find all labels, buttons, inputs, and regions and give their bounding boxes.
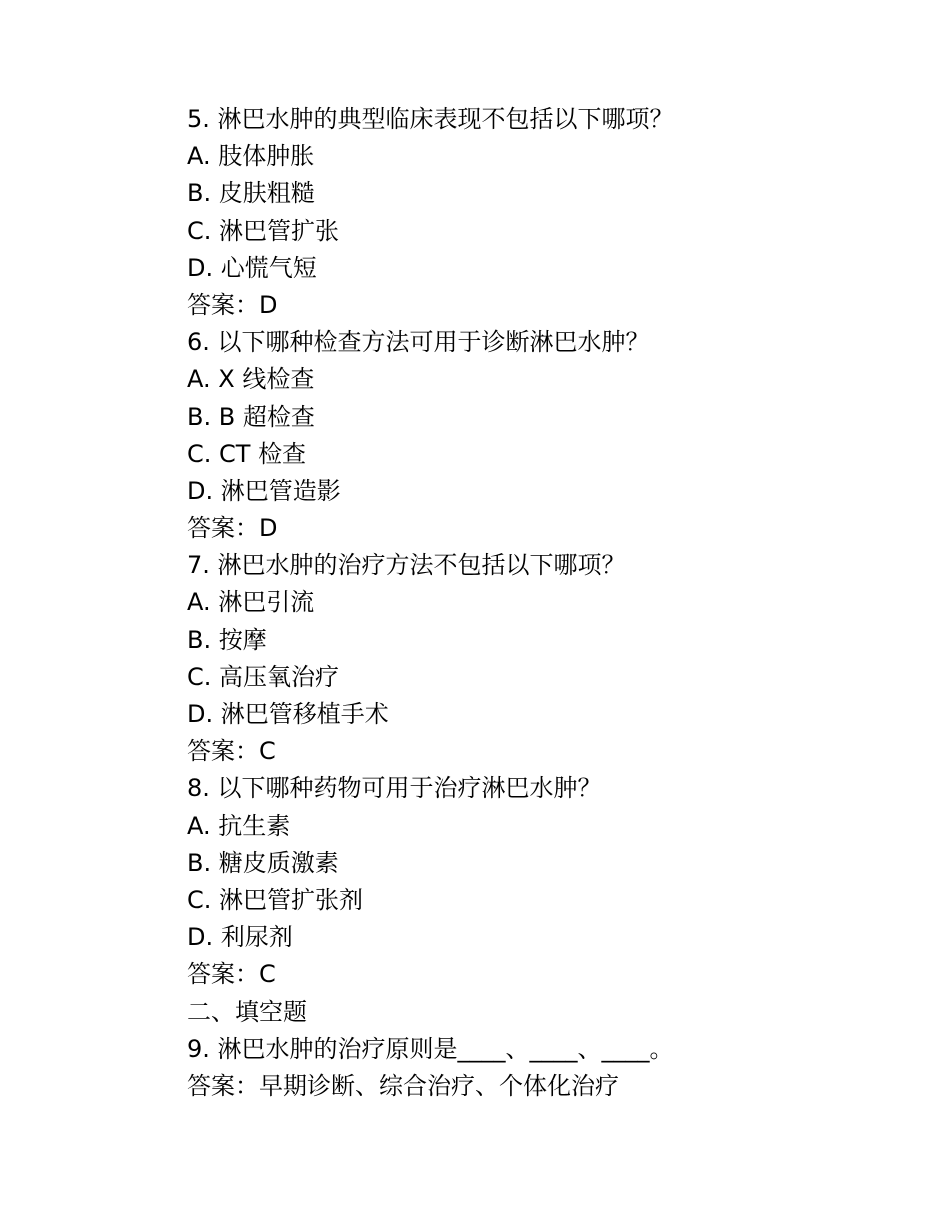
question-8-option-a: A. 抗生素 <box>187 811 291 840</box>
question-8-option-b: B. 糖皮质激素 <box>187 848 339 877</box>
question-5-answer: 答案：D <box>187 290 278 319</box>
question-6: 6. 以下哪种检查方法可用于诊断淋巴水肿？ <box>187 328 650 357</box>
question-6-option-a: A. X 线检查 <box>187 365 315 394</box>
question-9: 9. 淋巴水肿的治疗原则是____、____、____。 <box>187 1034 674 1063</box>
question-7-option-d: D. 淋巴管移植手术 <box>187 700 389 728</box>
question-8-answer: 答案：C <box>187 960 276 989</box>
question-5-option-d: D. 心慌气短 <box>187 253 317 282</box>
question-7-answer: 答案：C <box>187 737 276 766</box>
question-7-option-b: B. 按摩 <box>187 625 267 654</box>
question-8: 8. 以下哪种药物可用于治疗淋巴水肿？ <box>187 774 602 803</box>
question-7-option-a: A. 淋巴引流 <box>187 588 315 617</box>
question-7-option-c: C. 高压氧治疗 <box>187 662 340 691</box>
question-5: 5. 淋巴水肿的典型临床表现不包括以下哪项？ <box>187 105 674 133</box>
question-6-option-d: D. 淋巴管造影 <box>187 476 341 505</box>
question-5-option-c: C. 淋巴管扩张 <box>187 216 340 245</box>
section-heading-fill-in: 二、填空题 <box>187 997 307 1026</box>
question-5-option-a: A. 肢体肿胀 <box>187 142 315 171</box>
question-6-answer: 答案：D <box>187 514 278 543</box>
question-8-option-c: C. 淋巴管扩张剂 <box>187 885 364 914</box>
question-6-option-c: C. CT 检查 <box>187 439 307 468</box>
question-9-answer: 答案：早期诊断、综合治疗、个体化治疗 <box>187 1071 619 1100</box>
document-body <box>187 101 887 1105</box>
question-7: 7. 淋巴水肿的治疗方法不包括以下哪项？ <box>187 551 626 580</box>
question-6-option-b: B. B 超检查 <box>187 402 315 431</box>
question-5-option-b: B. 皮肤粗糙 <box>187 179 315 208</box>
question-8-option-d: D. 利尿剂 <box>187 923 293 952</box>
